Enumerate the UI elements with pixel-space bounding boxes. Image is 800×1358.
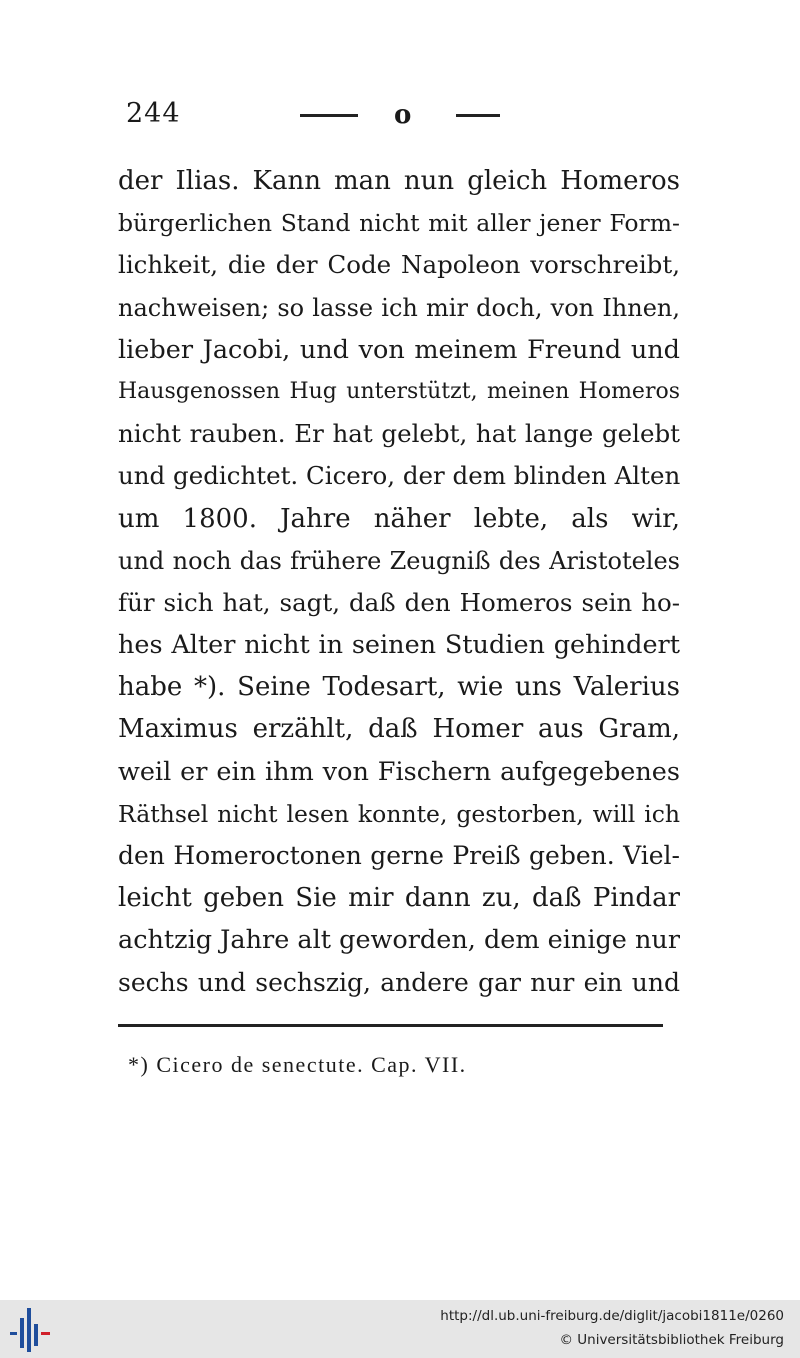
footer-bar <box>0 1300 800 1358</box>
text-line: um 1800. Jahre näher lebte, als wir, <box>118 503 680 534</box>
text-line: sechs und sechszig, andere gar nur ein und <box>118 967 680 997</box>
text-line: lichkeit, die der Code Napoleon vorschreibt, <box>118 250 680 280</box>
header-dash-right <box>456 114 500 117</box>
text-line: den Homeroctonen gerne Preiß geben. Viel- <box>118 841 680 870</box>
text-line: für sich hat, sagt, daß den Homeros sein ho- <box>118 587 680 617</box>
text-line: nicht rauben. Er hat gelebt, hat lange gelebt <box>118 419 680 449</box>
body-text <box>118 160 680 1004</box>
text-line: habe *). Seine Todesart, wie uns Valerius <box>118 672 680 703</box>
copyright-text: © Universitätsbibliothek Freiburg <box>559 1332 784 1348</box>
text-line: bürgerlichen Stand nicht mit aller jener Form- <box>118 209 680 238</box>
header-ornament: o <box>394 100 412 130</box>
page-header <box>120 96 680 136</box>
text-line: und noch das frühere Zeugniß des Aristoteles <box>118 546 680 575</box>
text-line: weil er ein ihm von Fischern aufgegebenes <box>118 756 680 787</box>
text-line: hes Alter nicht in seinen Studien gehindert <box>118 630 680 661</box>
text-line: lieber Jacobi, und von meinem Freund und <box>118 334 680 365</box>
footnote: *) Cicero de senectute. Cap. VII. <box>128 1052 467 1077</box>
text-line: nachweisen; so lasse ich mir doch, von Ihnen, <box>118 293 680 322</box>
text-line: und gedichtet. Cicero, der dem blinden Alten <box>118 461 680 491</box>
text-line: Räthsel nicht lesen konnte, gestorben, will ich <box>118 799 680 828</box>
page-number: 244 <box>126 98 181 129</box>
text-line: Hausgenossen Hug unterstützt, meinen Homeros <box>118 378 680 404</box>
text-line: leicht geben Sie mir dann zu, daß Pindar <box>118 883 680 914</box>
footnote-rule <box>118 1024 663 1027</box>
text-line: achtzig Jahre alt geworden, dem einige nur <box>118 925 680 956</box>
text-line: der Ilias. Kann man nun gleich Homeros <box>118 166 680 196</box>
library-logo-icon <box>10 1308 54 1352</box>
text-line: Maximus erzählt, daß Homer aus Gram, <box>118 714 680 745</box>
header-dash-left <box>300 114 358 117</box>
document-url-link[interactable]: http://dl.ub.uni-freiburg.de/diglit/jacobi1811e/0260 <box>440 1308 784 1324</box>
